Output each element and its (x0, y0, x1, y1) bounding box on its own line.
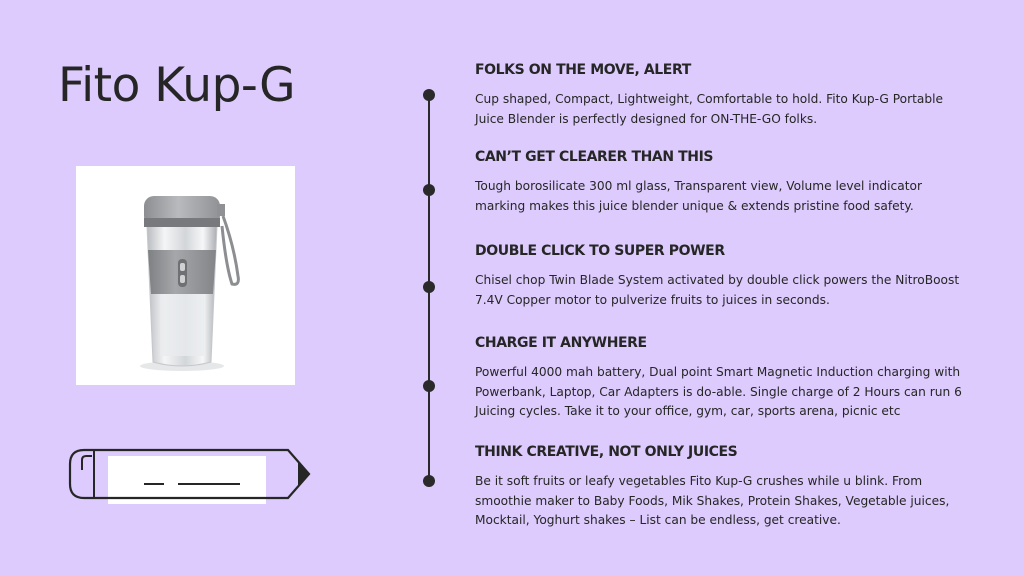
feature-heading: DOUBLE CLICK TO SUPER POWER (475, 243, 725, 259)
feature-section (475, 444, 975, 531)
timeline-dot (423, 184, 435, 196)
pencil-decoration (66, 442, 316, 512)
feature-section (475, 149, 975, 216)
pencil-icon (66, 442, 316, 508)
feature-heading: FOLKS ON THE MOVE, ALERT (475, 62, 691, 78)
feature-body: Chisel chop Twin Blade System activated by double click powers the NitroBoost 7.4V Copper motor to pulverize fruits to juices in seconds. (475, 273, 960, 307)
timeline-dot (423, 281, 435, 293)
feature-body: Be it soft fruits or leafy vegetables Fito Kup-G crushes while u blink. From smoothie maker to Baby Foods, Mik Shakes, Protein Shakes, Vegetable juices, Mocktail, Yoghurt shakes – List can be endless, get creative. (475, 474, 950, 527)
feature-body: Cup shaped, Compact, Lightweight, Comfortable to hold. Fito Kup-G Portable Juice Blender is perfectly designed for ON-THE-GO folks. (475, 92, 944, 126)
feature-heading: THINK CREATIVE, NOT ONLY JUICES (475, 444, 738, 460)
feature-heading: CHARGE IT ANYWHERE (475, 335, 647, 351)
timeline-dot (423, 475, 435, 487)
timeline-dot (423, 89, 435, 101)
page-title: Fito Kup-G (58, 58, 295, 113)
timeline-dot (423, 380, 435, 392)
feature-section (475, 335, 975, 422)
portable-blender-image (76, 166, 295, 385)
feature-section (475, 243, 975, 310)
feature-heading: CAN’T GET CLEARER THAN THIS (475, 149, 714, 165)
product-image (76, 166, 295, 385)
feature-body: Tough borosilicate 300 ml glass, Transparent view, Volume level indicator marking makes this juice blender unique & extends pristine food safety. (475, 179, 922, 213)
feature-section (475, 62, 975, 129)
feature-body: Powerful 4000 mah battery, Dual point Smart Magnetic Induction charging with Powerbank, Laptop, Car Adapters is do-able. Single charge of 2 Hours can run 6 Juicing cycles. Take it to your office, gym, car, sports arena, picnic etc (475, 365, 962, 418)
